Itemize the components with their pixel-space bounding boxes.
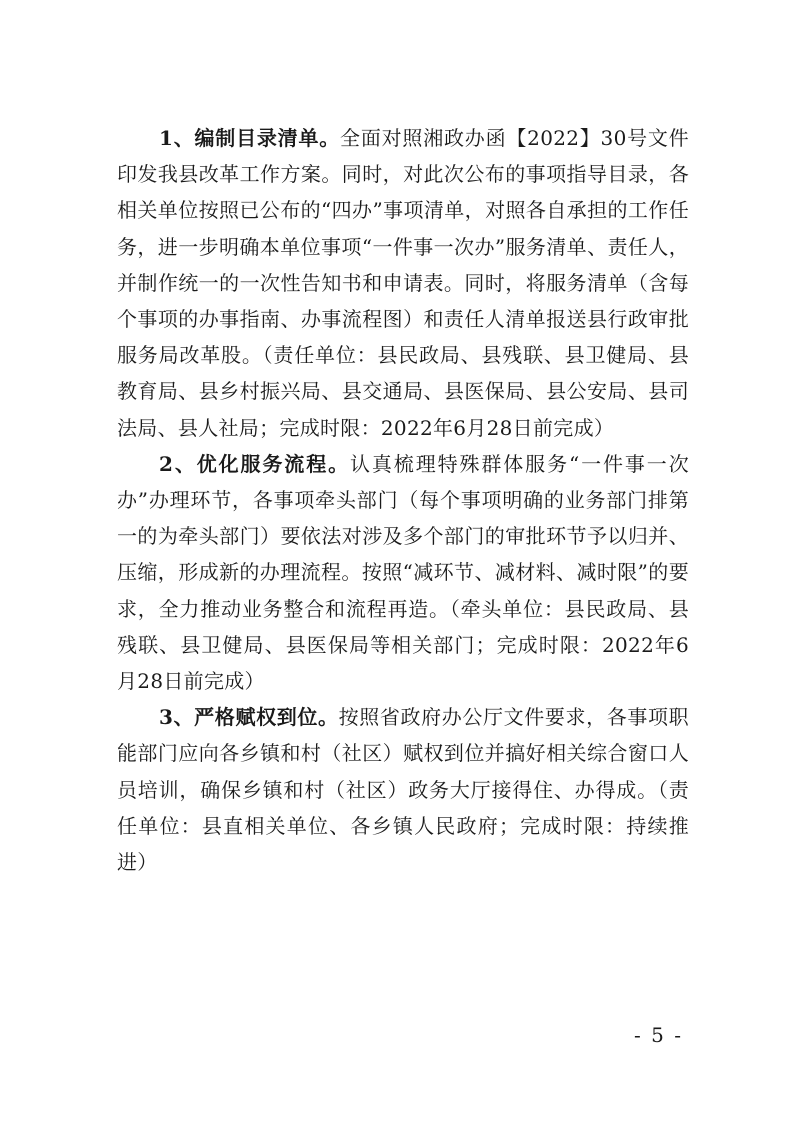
page-number: - 5 - <box>634 1023 683 1047</box>
paragraph-1 <box>117 120 689 446</box>
paragraph-2 <box>117 446 689 699</box>
paragraph-3-text: 按照省政府办公厅文件要求，各事项职能部门应向各乡镇和村（社区）赋权到位并搞好相关综合窗口人员培训，确保乡镇和村（社区）政务大厅接得住、办得成。（责任单位：县直相关单位、各乡镇人民政府；完成时限：持续推进） <box>117 705 689 875</box>
paragraph-2-text: 认真梳理特殊群体服务“一件事一次办”办理环节，各事项牵头部门（每个事项明确的业务部门排第一的为牵头部门）要依法对涉及多个部门的审批环节予以归并、压缩，形成新的办理流程。按照“减环节、减材料、减时限”的要求，全力推动业务整合和流程再造。（牵头单位：县民政局、县残联、县卫健局、县医保局等相关部门；完成时限：2022年6月28日前完成） <box>117 451 689 694</box>
paragraph-3-heading: 3、严格赋权到位。 <box>159 705 339 730</box>
paragraph-2-heading: 2、优化服务流程。 <box>159 451 350 476</box>
paragraph-1-heading: 1、编制目录清单。 <box>159 126 341 150</box>
paragraph-3 <box>117 699 689 880</box>
body-text <box>117 120 689 880</box>
paragraph-1-text: 全面对照湘政办函【2022】30号文件印发我县改革工作方案。同时，对此次公布的事项指导目录，各相关单位按照已公布的“四办”事项清单，对照各自承担的工作任务，进一步明确本单位事项“一件事一次办”服务清单、责任人，并制作统一的一次性告知书和申请表。同时，将服务清单（含每个事项的办事指南、办事流程图）和责任人清单报送县行政审批服务局改革股。（责任单位：县民政局、县残联、县卫健局、县教育局、县乡村振兴局、县交通局、县医保局、县公安局、县司法局、县人社局；完成时限：2022年6月28日前完成） <box>117 126 689 440</box>
